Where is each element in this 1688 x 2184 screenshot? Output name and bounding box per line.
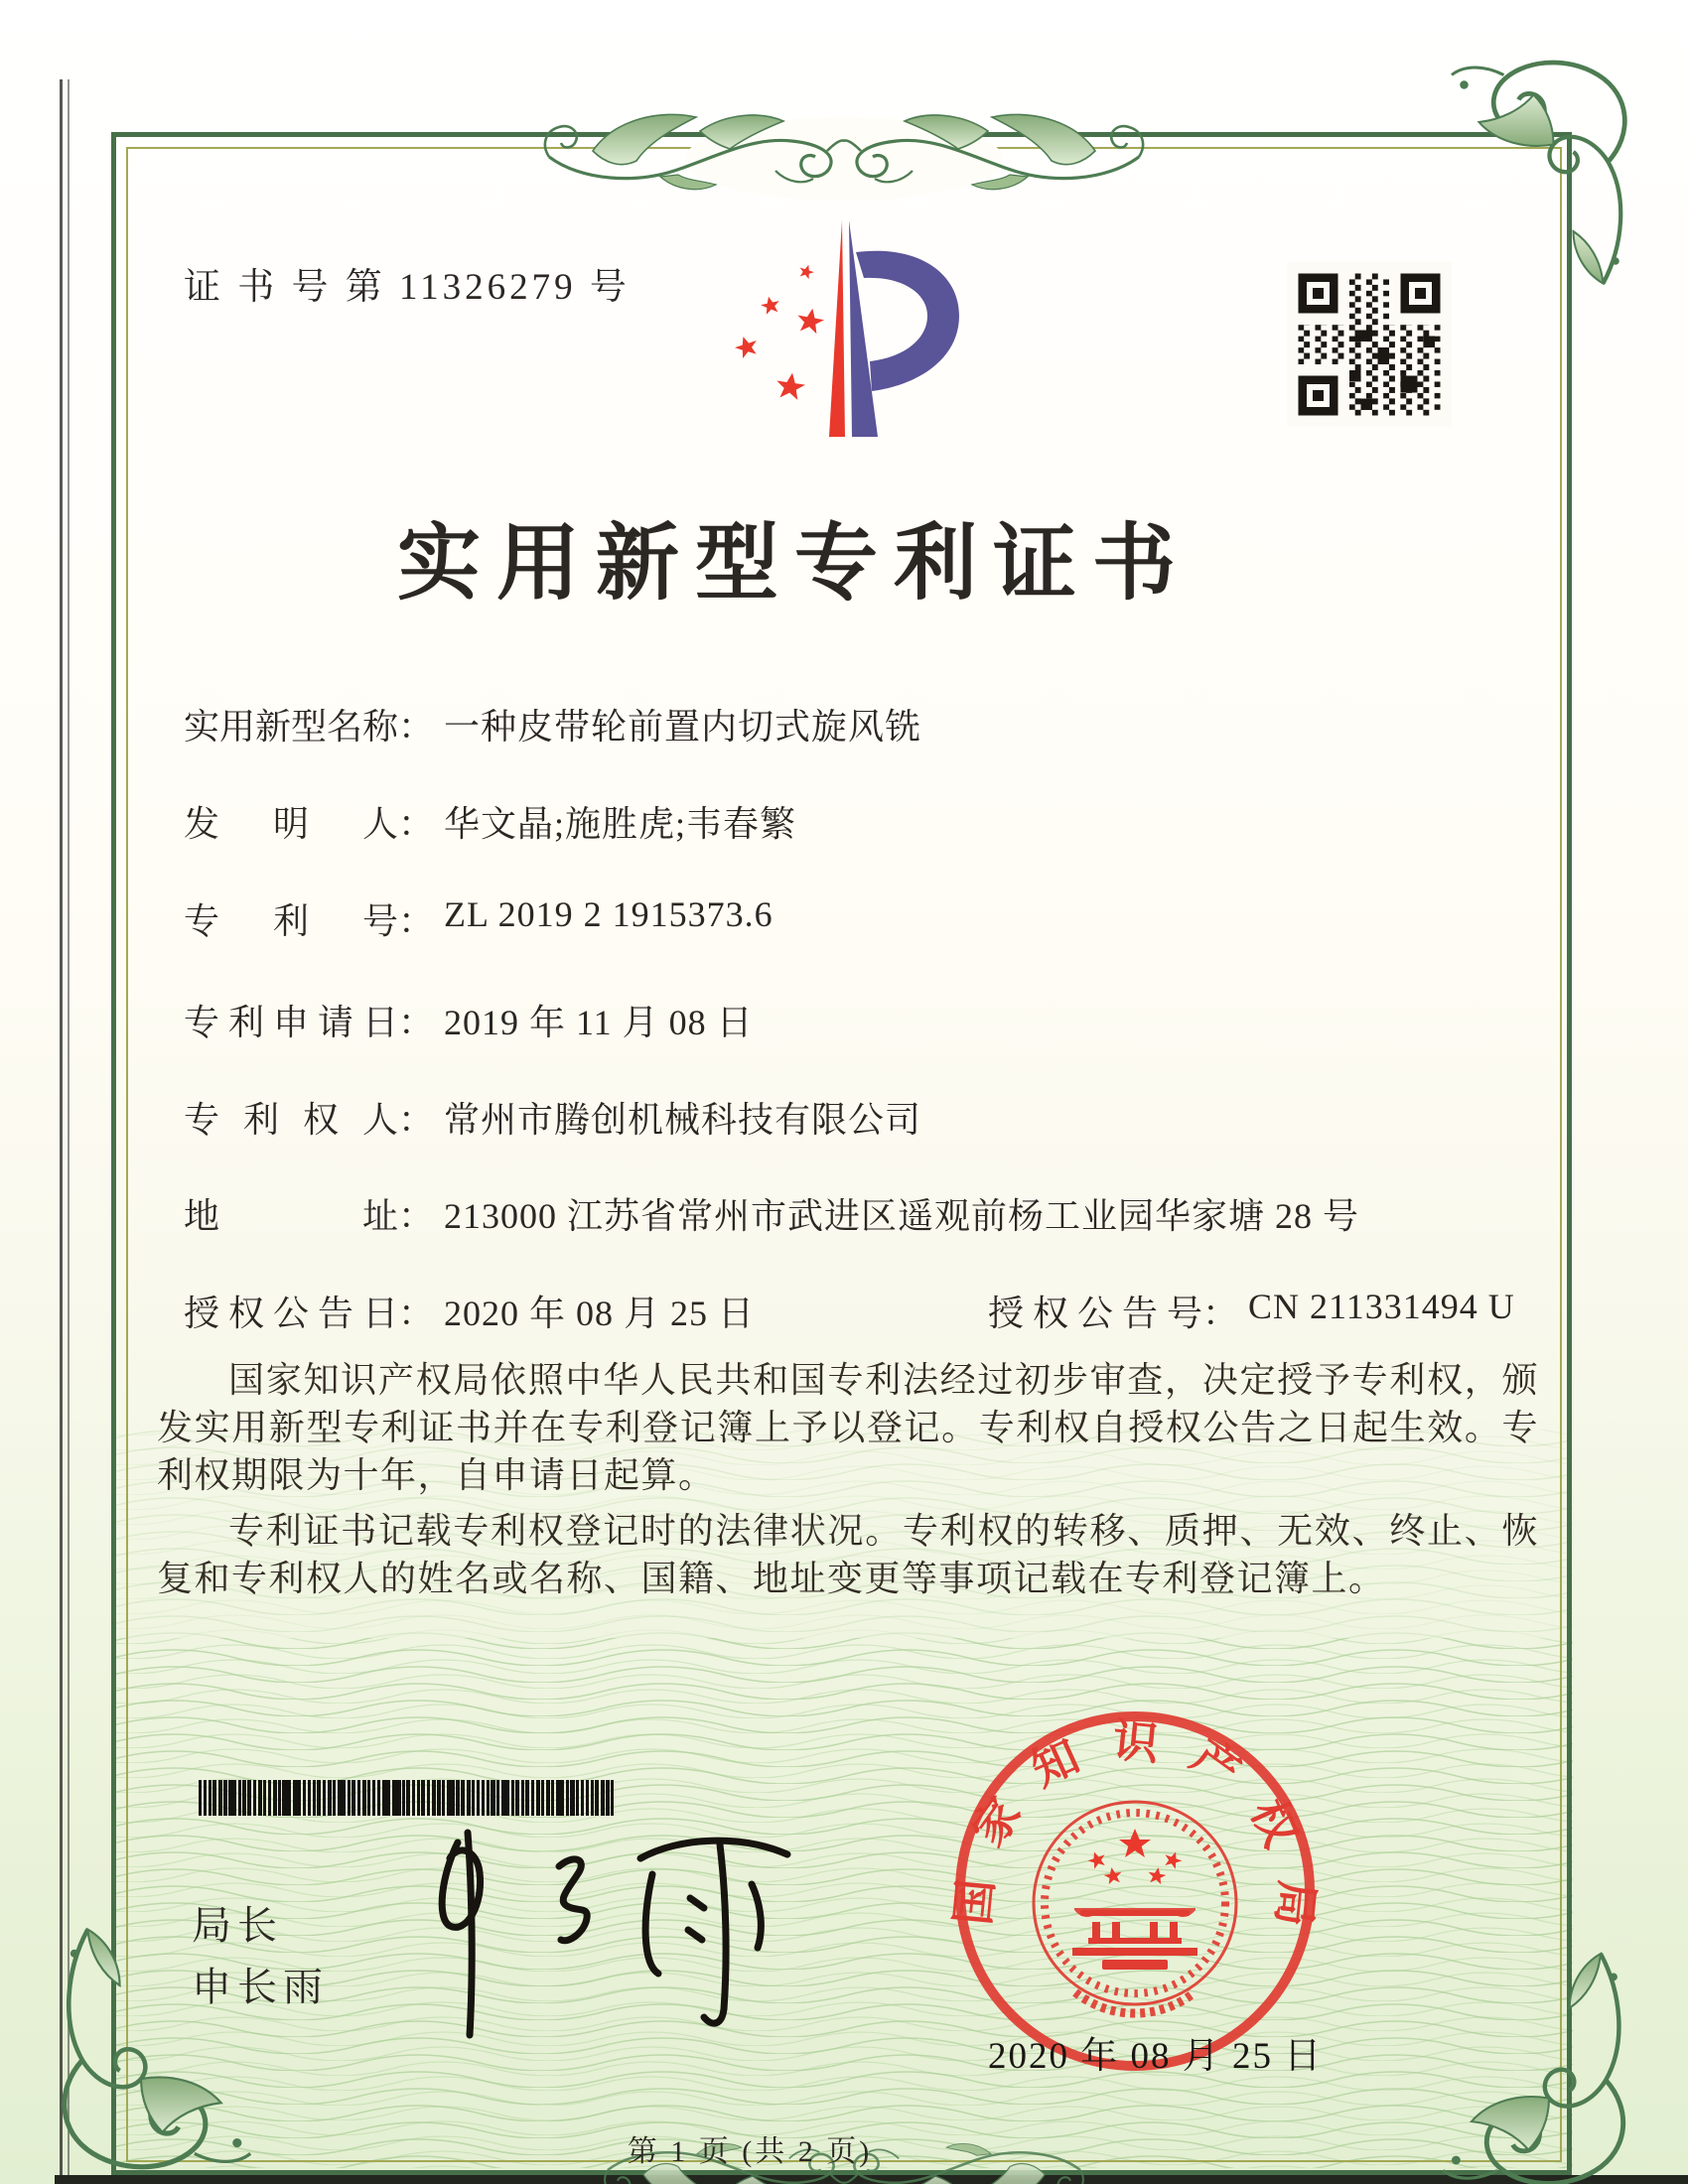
grant-number-label: 授权公告号 (988, 1294, 1202, 1333)
linear-barcode (199, 1780, 614, 1816)
grant-number-colon: ： (1202, 1294, 1239, 1333)
field-row-inventor (184, 796, 796, 847)
field-colon: ： (398, 804, 435, 844)
page-indicator: 第 1 页 (共 2 页) (627, 2135, 873, 2168)
border-frame-inner (126, 147, 1562, 2162)
seal-agency-text: 国家知识产权局 (947, 1714, 1323, 1959)
field-value: 常州市腾创机械科技有限公司 (444, 1100, 922, 1140)
certificate-number: 证 书 号 第 11326279 号 (184, 267, 631, 308)
field-row-grant (184, 1286, 1515, 1336)
top-center-ornament (541, 79, 1147, 228)
field-label: 地址 (184, 1196, 398, 1236)
commissioner-role-label: 局长 (192, 1904, 283, 1948)
grant-number-group (988, 1286, 1515, 1336)
grant-number-value: CN 211331494 U (1248, 1287, 1515, 1326)
field-colon: ： (398, 901, 435, 941)
field-row-patent-number (184, 893, 774, 944)
field-colon: ： (398, 1003, 435, 1042)
field-label: 专利申请日 (184, 1003, 398, 1042)
bottom-right-corner-ornament (1432, 1941, 1640, 2184)
field-row-application-date (184, 995, 754, 1045)
field-value: 2019 年 11 月 08 日 (444, 1003, 754, 1042)
field-label: 专利权人 (184, 1100, 398, 1140)
seal-date: 2020 年 08 月 25 日 (988, 2036, 1324, 2077)
legal-text-block (157, 1356, 1539, 1602)
field-colon: ： (398, 707, 435, 747)
field-row-patentee (184, 1092, 921, 1143)
field-value: 213000 江苏省常州市武进区遥观前杨工业园华家塘 28 号 (444, 1196, 1360, 1236)
field-row-name (184, 699, 921, 750)
grant-date-colon: ： (398, 1294, 435, 1333)
scan-edge-left-inner (68, 79, 70, 2184)
field-value: 一种皮带轮前置内切式旋风铣 (444, 707, 922, 747)
top-right-corner-ornament (1442, 48, 1640, 296)
grant-date-value: 2020 年 08 月 25 日 (444, 1294, 756, 1333)
handwritten-signature-icon (392, 1815, 819, 2053)
body-paragraph-2: 专利证书记载专利权登记时的法律状况。专利权的转移、质押、无效、终止、恢复和专利权人的姓名或名称、国籍、地址变更等事项记载在专利登记簿上。 (157, 1511, 1539, 1598)
field-label: 实用新型名称 (184, 707, 399, 747)
scan-edge-left (60, 79, 63, 2184)
field-label: 专利号 (184, 901, 398, 941)
field-row-address (184, 1188, 1359, 1239)
field-colon: ： (398, 1100, 435, 1140)
field-colon: ： (398, 1196, 435, 1236)
field-label: 发明人 (184, 804, 398, 844)
commissioner-printed-name: 申长雨 (192, 1966, 329, 2009)
certificate-title: 实用新型专利证书 (396, 518, 1192, 611)
body-paragraph-1: 国家知识产权局依照中华人民共和国专利法经过初步审查，决定授予专利权，颁发实用新型专利证书并在专利登记簿上予以登记。专利权自授权公告之日起生效。专利权期限为十年，自申请日起算。 (157, 1360, 1539, 1495)
cnipa-logo-icon (685, 210, 1003, 444)
grant-date-label: 授权公告日 (184, 1294, 398, 1333)
field-value: ZL 2019 2 1915373.6 (444, 894, 774, 934)
field-value: 华文晶;施胜虎;韦春繁 (444, 804, 797, 844)
qr-code (1287, 262, 1452, 427)
